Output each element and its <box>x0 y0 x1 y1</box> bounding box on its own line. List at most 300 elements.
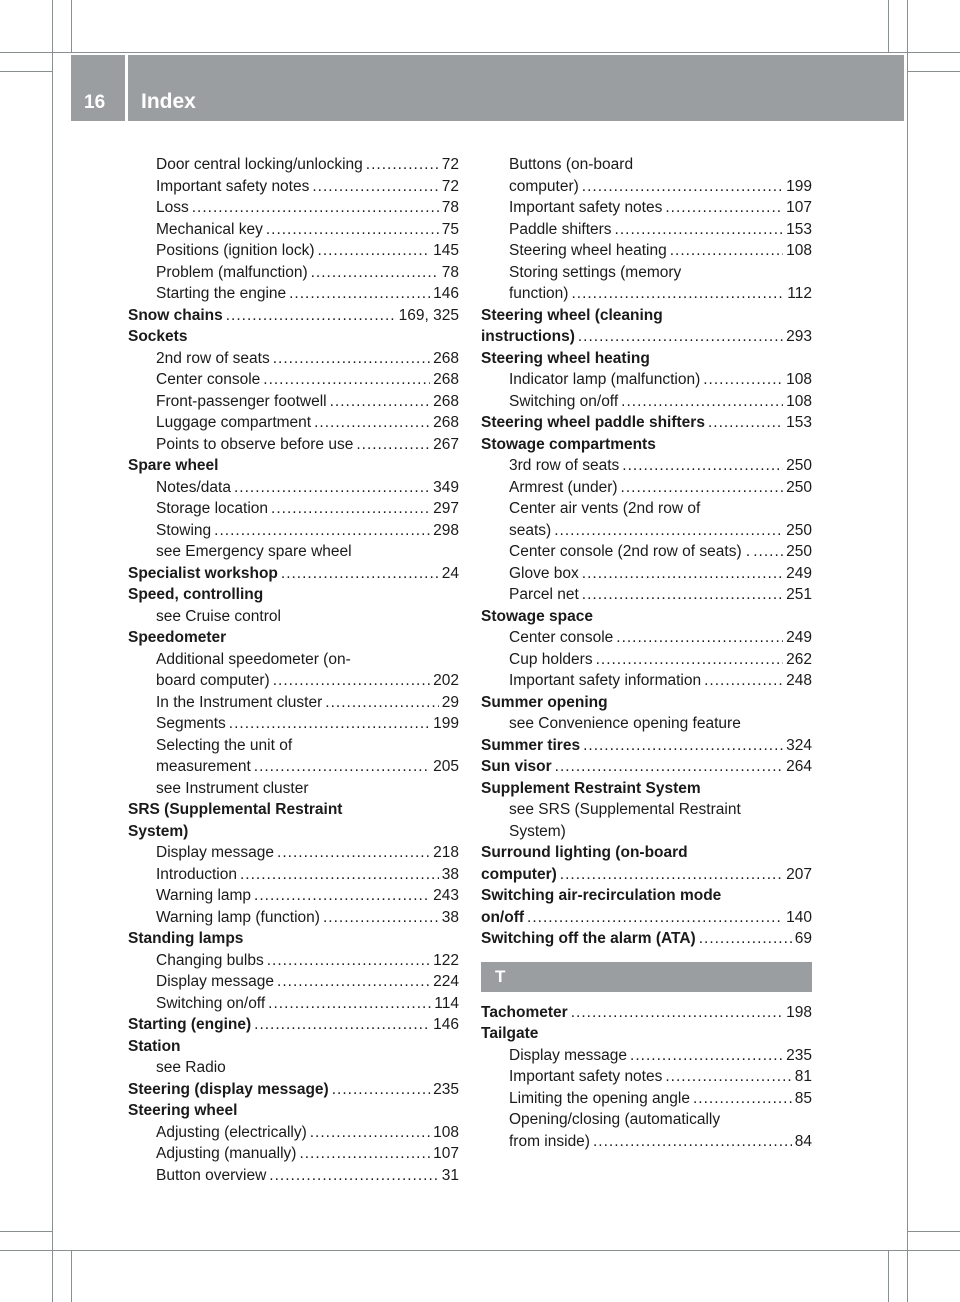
dot-leader <box>571 1002 783 1024</box>
index-subentry[interactable] <box>481 1131 812 1153</box>
entry-text: Steering wheel paddle shifters <box>481 414 705 431</box>
entry-text: Important safety notes <box>509 1068 663 1085</box>
dot-leader <box>356 434 430 456</box>
dot-leader <box>699 928 792 950</box>
page-reference[interactable]: 250 <box>786 457 812 474</box>
index-entry[interactable] <box>128 563 459 585</box>
page-reference[interactable]: 262 <box>786 650 812 668</box>
crop-mark <box>0 52 960 53</box>
entry-text: Points to observe before use <box>156 435 354 453</box>
page-reference[interactable]: 78 <box>441 263 459 281</box>
entry-text: Loss <box>156 199 189 216</box>
entry-text: Sun visor <box>481 758 552 775</box>
dot-leader <box>273 348 430 370</box>
page-reference[interactable]: 24 <box>441 564 459 582</box>
index-subentry[interactable] <box>128 864 459 886</box>
entry-text: see Instrument cluster <box>156 779 309 797</box>
page-reference[interactable]: 235 <box>433 1080 459 1098</box>
entry-text: Warning lamp (function) <box>156 908 320 926</box>
index-subentry[interactable] <box>481 240 812 262</box>
crop-mark <box>52 0 53 1302</box>
index-subentry[interactable] <box>128 670 459 692</box>
dot-leader <box>615 219 784 241</box>
entry-text: Important safety notes <box>156 177 310 195</box>
dot-leader <box>670 240 783 262</box>
page-reference[interactable]: 72 <box>441 156 459 173</box>
entry-text: seats) <box>509 521 552 539</box>
dot-leader <box>312 176 438 198</box>
index-entry[interactable] <box>481 864 812 886</box>
entry-text: Starting (engine) <box>128 1016 252 1033</box>
index-subentry[interactable] <box>128 1122 459 1144</box>
entry-text: Armrest (under) <box>509 478 618 496</box>
index-subentry[interactable] <box>481 197 812 219</box>
index-entry[interactable] <box>481 1002 812 1024</box>
page-reference[interactable]: 169, 325 <box>398 306 459 324</box>
page-reference[interactable]: 145 <box>433 242 459 259</box>
index-entry <box>481 434 812 456</box>
index-subentry[interactable] <box>128 240 459 262</box>
page-reference[interactable]: 267 <box>433 435 459 453</box>
index-subentry[interactable] <box>128 197 459 219</box>
dot-leader <box>289 283 430 305</box>
index-subentry[interactable] <box>128 950 459 972</box>
index-entry <box>128 799 459 821</box>
index-subentry <box>481 799 812 821</box>
dot-leader <box>753 541 783 563</box>
entry-text: Stowing <box>156 521 212 539</box>
entry-text: see Radio <box>156 1059 226 1076</box>
index-entry[interactable] <box>481 907 812 929</box>
entry-text: Supplement Restraint System <box>481 779 701 797</box>
page-reference[interactable]: 297 <box>433 500 459 517</box>
page-reference[interactable]: 153 <box>786 220 812 238</box>
index-entry[interactable] <box>481 326 812 348</box>
entry-text: Front-passenger footwell <box>156 392 327 410</box>
entry-text: Buttons (on-board <box>509 156 634 173</box>
dot-leader <box>267 950 430 972</box>
page-number: 16 <box>84 92 106 113</box>
index-subentry[interactable] <box>128 842 459 864</box>
entry-text: Tailgate <box>481 1025 539 1042</box>
page-reference[interactable]: 268 <box>433 371 459 388</box>
page-reference[interactable]: 268 <box>433 392 459 410</box>
page-reference[interactable]: 198 <box>786 1003 812 1021</box>
dot-leader <box>703 369 783 391</box>
entry-text: Adjusting (manually) <box>156 1145 297 1162</box>
dot-leader <box>622 455 783 477</box>
page-reference[interactable]: 146 <box>433 285 459 302</box>
index-subentry <box>128 649 459 671</box>
dot-leader <box>578 326 783 348</box>
entry-text: Steering wheel (cleaning <box>481 306 663 324</box>
dot-leader <box>621 477 784 499</box>
entry-text: Door central locking/unlocking <box>156 156 363 173</box>
entry-text: Steering (display message) <box>128 1080 329 1098</box>
page-reference[interactable]: 69 <box>794 930 812 947</box>
page-reference[interactable]: 264 <box>786 758 812 775</box>
entry-text: Opening/closing (automatically <box>509 1111 721 1128</box>
page-reference[interactable]: 250 <box>786 478 812 496</box>
index-subentry[interactable] <box>128 713 459 735</box>
index-column-left <box>128 154 459 1186</box>
page-reference[interactable]: 108 <box>433 1123 459 1141</box>
index-subentry[interactable] <box>481 1088 812 1110</box>
entry-text: board computer) <box>156 672 270 689</box>
entry-text: Introduction <box>156 865 237 883</box>
entry-text: Switching air-recirculation mode <box>481 887 722 904</box>
page-reference[interactable]: 38 <box>441 865 459 883</box>
dot-leader <box>277 842 430 864</box>
dot-leader <box>583 735 783 757</box>
dot-leader <box>527 907 783 929</box>
page-reference[interactable]: 38 <box>441 908 459 926</box>
entry-text: Warning lamp <box>156 887 252 904</box>
index-subentry <box>481 262 812 284</box>
index-subentry[interactable] <box>481 584 812 606</box>
index-subentry[interactable] <box>128 391 459 413</box>
index-subentry[interactable] <box>481 563 812 585</box>
dot-leader <box>596 649 784 671</box>
index-subentry[interactable] <box>481 369 812 391</box>
page-reference[interactable]: 81 <box>794 1068 812 1085</box>
page-reference[interactable]: 108 <box>786 371 812 388</box>
entry-text: Display message <box>156 844 275 861</box>
dot-leader <box>299 1143 430 1165</box>
index-subentry[interactable] <box>481 520 812 542</box>
index-entry <box>481 778 812 800</box>
dot-leader <box>254 885 430 907</box>
entry-text: Storage location <box>156 500 269 517</box>
entry-text: Display message <box>156 973 275 990</box>
page-reference[interactable]: 224 <box>433 973 459 990</box>
crop-mark <box>907 71 960 72</box>
index-subentry[interactable] <box>481 477 812 499</box>
index-subentry[interactable] <box>481 391 812 413</box>
index-entry <box>481 885 812 907</box>
index-subentry[interactable] <box>128 907 459 929</box>
index-subentry <box>128 735 459 757</box>
page-reference[interactable]: 205 <box>433 758 459 775</box>
index-subentry[interactable] <box>128 993 459 1015</box>
dot-leader <box>226 305 396 327</box>
dot-leader <box>332 1079 430 1101</box>
crop-mark <box>888 1250 889 1302</box>
index-subentry[interactable] <box>128 434 459 456</box>
entry-text: Starting the engine <box>156 285 287 302</box>
index-subentry[interactable] <box>128 154 459 176</box>
page-reference[interactable]: 199 <box>786 177 812 195</box>
dot-leader <box>630 1045 783 1067</box>
entry-text: Display message <box>509 1046 628 1064</box>
index-subentry <box>128 541 459 563</box>
entry-text: Snow chains <box>128 306 223 324</box>
dot-leader <box>277 971 430 993</box>
entry-text: computer) <box>481 865 557 883</box>
index-subentry[interactable] <box>128 412 459 434</box>
index-entry[interactable] <box>128 305 459 327</box>
entry-text: see SRS (Supplemental Restraint <box>509 801 741 818</box>
dot-leader <box>314 412 430 434</box>
dot-leader <box>318 240 431 262</box>
index-subentry[interactable] <box>128 971 459 993</box>
page-reference[interactable]: 29 <box>441 693 459 711</box>
entry-text: 2nd row of seats <box>156 349 270 367</box>
entry-text: Station <box>128 1037 181 1055</box>
page-reference[interactable]: 78 <box>441 199 459 216</box>
index-subentry[interactable] <box>128 262 459 284</box>
dot-leader <box>254 1014 430 1036</box>
entry-text: SRS (Supplemental Restraint <box>128 801 343 818</box>
index-subentry[interactable] <box>481 219 812 241</box>
page-reference[interactable]: 84 <box>794 1132 812 1150</box>
entry-text: Notes/data <box>156 478 231 496</box>
crop-mark <box>71 1250 72 1302</box>
dot-leader <box>665 1066 791 1088</box>
entry-text: Switching on/off <box>509 392 619 410</box>
index-subentry[interactable] <box>128 477 459 499</box>
entry-text: Changing bulbs <box>156 951 264 969</box>
entry-text: Steering wheel <box>128 1102 238 1119</box>
dot-leader <box>323 907 439 929</box>
index-entry <box>128 928 459 950</box>
index-subentry[interactable] <box>481 1066 812 1088</box>
dot-leader <box>582 584 783 606</box>
entry-text: Center air vents (2nd row of <box>509 500 701 517</box>
index-subentry <box>481 154 812 176</box>
entry-text: function) <box>509 285 569 302</box>
index-entry[interactable] <box>128 1014 459 1036</box>
index-entry[interactable] <box>481 756 812 778</box>
page-title: Index <box>141 90 196 113</box>
page-reference[interactable]: 75 <box>441 220 459 238</box>
page-reference[interactable]: 324 <box>786 736 812 754</box>
crop-mark <box>71 0 72 52</box>
entry-text: Speed, controlling <box>128 586 264 603</box>
index-subentry[interactable] <box>128 756 459 778</box>
index-subentry[interactable] <box>128 219 459 241</box>
page-reference[interactable]: 199 <box>433 715 459 732</box>
entry-text: Switching off the alarm (ATA) <box>481 930 696 947</box>
page-reference[interactable]: 107 <box>433 1145 459 1162</box>
entry-text: Storing settings (memory <box>509 263 682 281</box>
dot-leader <box>229 713 430 735</box>
entry-text: Tachometer <box>481 1003 568 1021</box>
entry-text: Steering wheel heating <box>509 242 667 259</box>
page-reference[interactable]: 31 <box>441 1166 459 1184</box>
entry-text: Luggage compartment <box>156 414 312 431</box>
index-subentry <box>481 498 812 520</box>
dot-leader <box>616 627 783 649</box>
index-subentry[interactable] <box>128 369 459 391</box>
index-subentry[interactable] <box>481 541 812 563</box>
page-reference[interactable]: 235 <box>786 1046 812 1064</box>
index-subentry[interactable] <box>128 498 459 520</box>
index-entry <box>481 842 812 864</box>
entry-text: Glove box <box>509 564 579 582</box>
index-subentry[interactable] <box>128 348 459 370</box>
index-subentry[interactable] <box>481 176 812 198</box>
page-reference[interactable]: 293 <box>786 328 812 345</box>
dot-leader <box>325 692 438 714</box>
entry-text: Summer tires <box>481 736 581 754</box>
entry-text: Mechanical key <box>156 220 263 238</box>
crop-mark <box>0 71 52 72</box>
dot-leader <box>240 864 439 886</box>
dot-leader <box>234 477 430 499</box>
index-subentry <box>481 713 812 735</box>
page-reference[interactable]: 250 <box>786 543 812 560</box>
index-subentry[interactable] <box>128 1143 459 1165</box>
index-entry <box>481 606 812 628</box>
page-reference[interactable]: 268 <box>433 414 459 431</box>
page-reference[interactable]: 108 <box>786 242 812 259</box>
page-reference[interactable]: 249 <box>786 564 812 582</box>
page-reference[interactable]: 298 <box>433 521 459 539</box>
index-entry[interactable] <box>128 1079 459 1101</box>
index-entry[interactable] <box>481 735 812 757</box>
index-subentry[interactable] <box>481 1045 812 1067</box>
dot-leader <box>311 262 439 284</box>
page-reference[interactable]: 202 <box>433 672 459 689</box>
dot-leader <box>593 1131 792 1153</box>
index-entry <box>481 692 812 714</box>
page-reference[interactable]: 146 <box>433 1016 459 1033</box>
dot-leader <box>571 283 784 305</box>
entry-text: on/off <box>481 908 525 926</box>
dot-leader <box>704 670 783 692</box>
dot-leader <box>693 1088 792 1110</box>
entry-text: computer) <box>509 177 579 195</box>
index-entry <box>128 1036 459 1058</box>
page-reference[interactable]: 249 <box>786 629 812 646</box>
index-subentry[interactable] <box>128 1165 459 1187</box>
entry-text: Adjusting (electrically) <box>156 1123 307 1141</box>
entry-text: Important safety notes <box>509 199 663 216</box>
entry-text: Specialist workshop <box>128 564 278 582</box>
entry-text: see Convenience opening feature <box>509 715 741 732</box>
index-entry <box>481 1023 812 1045</box>
dot-leader <box>621 391 783 413</box>
crop-mark <box>0 1250 960 1251</box>
entry-text: see Emergency spare wheel <box>156 543 352 560</box>
entry-text: 3rd row of seats <box>509 457 620 474</box>
index-subentry <box>128 1057 459 1079</box>
page-reference[interactable]: 114 <box>434 994 459 1012</box>
page-reference[interactable]: 108 <box>786 392 812 410</box>
entry-text: Positions (ignition lock) <box>156 242 315 259</box>
index-letter-heading: T <box>481 962 812 992</box>
crop-mark <box>0 1231 52 1232</box>
entry-text: Summer opening <box>481 693 608 711</box>
index-subentry[interactable] <box>128 283 459 305</box>
entry-text: Stowage compartments <box>481 435 656 453</box>
index-subentry[interactable] <box>481 627 812 649</box>
dot-leader <box>273 670 430 692</box>
index-entry[interactable] <box>481 928 812 950</box>
page-reference[interactable]: 140 <box>786 908 812 926</box>
index-subentry[interactable] <box>128 692 459 714</box>
page-reference[interactable]: 251 <box>786 586 812 603</box>
entry-text: System) <box>128 822 189 840</box>
index-subentry[interactable] <box>128 520 459 542</box>
dot-leader <box>560 864 783 886</box>
index-subentry <box>481 821 812 843</box>
dot-leader <box>263 369 430 391</box>
dot-leader <box>214 520 430 542</box>
dot-leader <box>366 154 439 176</box>
entry-text: Speedometer <box>128 629 227 646</box>
entry-text: Switching on/off <box>156 994 266 1012</box>
entry-text: Surround lighting (on-board <box>481 844 688 861</box>
index-entry <box>128 821 459 843</box>
entry-text: Limiting the opening angle <box>509 1089 690 1107</box>
page-reference[interactable]: 85 <box>794 1089 812 1107</box>
index-subentry[interactable] <box>481 670 812 692</box>
index-subentry[interactable] <box>128 885 459 907</box>
dot-leader <box>268 993 431 1015</box>
header-divider <box>125 55 128 121</box>
index-subentry[interactable] <box>481 649 812 671</box>
dot-leader <box>665 197 783 219</box>
index-subentry <box>128 606 459 628</box>
entry-text: Problem (malfunction) <box>156 263 308 281</box>
entry-text: see Cruise control <box>156 607 281 625</box>
entry-text: Additional speedometer (on- <box>156 650 351 668</box>
entry-text: instructions) <box>481 328 575 345</box>
page-reference[interactable]: 207 <box>786 865 812 883</box>
page-reference[interactable]: 112 <box>787 285 812 302</box>
page-reference[interactable]: 248 <box>786 672 812 689</box>
index-entry <box>481 305 812 327</box>
index-subentry[interactable] <box>128 176 459 198</box>
page-reference[interactable]: 243 <box>433 887 459 904</box>
dot-leader <box>582 176 783 198</box>
page-reference[interactable]: 72 <box>441 177 459 195</box>
index-subentry <box>481 1109 812 1131</box>
entry-text: Paddle shifters <box>509 220 612 238</box>
page-reference[interactable]: 218 <box>433 844 459 861</box>
index-entry <box>128 455 459 477</box>
index-entry <box>481 348 812 370</box>
index-entry <box>128 627 459 649</box>
entry-text: Stowage space <box>481 607 593 625</box>
dot-leader <box>254 756 430 778</box>
entry-text: Spare wheel <box>128 457 219 474</box>
entry-text: Parcel net <box>509 586 579 603</box>
index-entry[interactable] <box>481 412 812 434</box>
page-reference[interactable]: 107 <box>786 199 812 216</box>
dot-leader <box>192 197 439 219</box>
entry-text: measurement <box>156 758 251 775</box>
entry-text: Important safety information <box>509 672 702 689</box>
entry-text: Selecting the unit of <box>156 736 293 754</box>
index-column-right <box>481 154 812 1152</box>
dot-leader <box>266 219 439 241</box>
entry-text: Cup holders <box>509 650 593 668</box>
page-reference[interactable]: 122 <box>433 951 459 969</box>
dot-leader <box>708 412 783 434</box>
index-subentry[interactable] <box>481 283 812 305</box>
crop-mark <box>907 1231 960 1232</box>
page-reference[interactable]: 349 <box>433 478 459 496</box>
entry-text: Standing lamps <box>128 930 244 947</box>
index-subentry[interactable] <box>481 455 812 477</box>
dot-leader <box>269 1165 438 1187</box>
page-reference[interactable]: 153 <box>786 414 812 431</box>
page-reference[interactable]: 268 <box>433 349 459 367</box>
page-reference[interactable]: 250 <box>786 521 812 539</box>
